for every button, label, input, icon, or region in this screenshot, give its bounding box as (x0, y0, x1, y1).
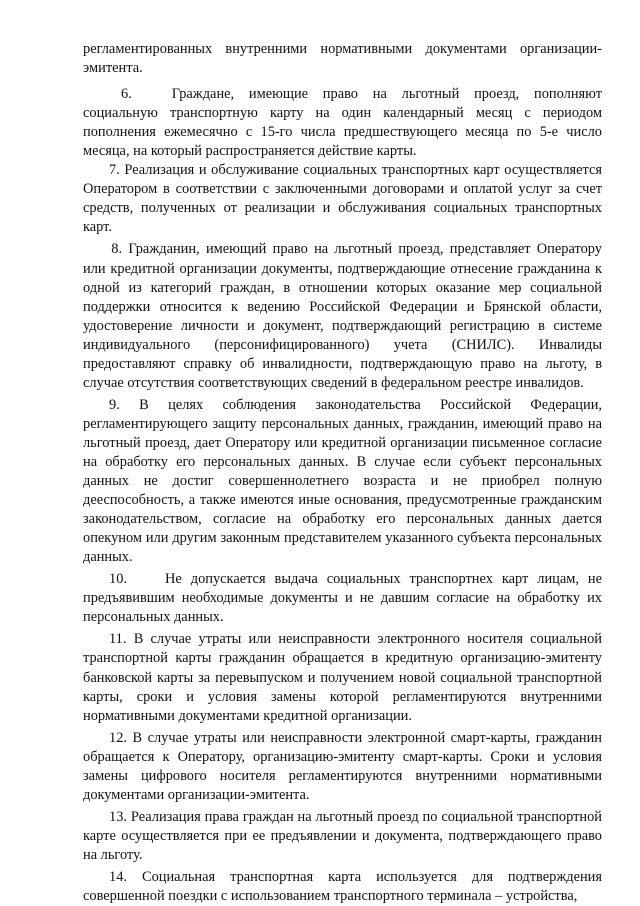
paragraph-text: В случае утраты или неисправности электронного носителя социальной транспортной карты гражданин обращается в кредитную организацию-эмитенту банковской карты за перевыпуском и получением новой социальной транспортной карты, сроки и условия замены которой регламентируются внутренними нормативными документами кредитной организации. (83, 631, 602, 724)
paragraph-9 (83, 396, 602, 567)
paragraph-number: 7. (109, 162, 120, 179)
paragraph-text: Реализация и обслуживание социальных транспортных карт осуществляется Оператором в соответствии с заключенными договорами и оплатой услуг за счет средств, полученных от реализации и обслуживания социальных транспортных карт. (83, 162, 602, 236)
paragraph-number: 9. (109, 396, 120, 413)
paragraph-text: регламентированных внутренними нормативными документами организации-эмитента. (83, 41, 602, 77)
paragraph-10 (83, 570, 602, 627)
paragraph-number: 8. (111, 241, 123, 258)
document-page (83, 40, 602, 906)
paragraph-14 (83, 868, 602, 906)
paragraph-text: В случае утраты или неисправности электронной смарт-карты, гражданин обращается к Оператору, организацию-эмитенту смарт-карты. Сроки и условия замены цифрового носителя регламентируются внутренними нормативными документами организации-эмитента. (83, 729, 602, 803)
paragraph-11 (83, 630, 602, 725)
paragraph-6 (83, 85, 602, 161)
paragraph-7 (83, 161, 602, 237)
paragraph-number: 14. (109, 868, 127, 885)
paragraph-number: 12. (109, 729, 127, 746)
paragraph-number: 10. (109, 571, 127, 588)
paragraph-text: Гражданин, имеющий право на льготный проезд, представляет Оператору или кредитной организации документы, подтверждающие отнесение гражданина к одной из категорий граждан, в отношении которых оказание мер социальной поддержки относится к ведению Российской Федерации и Брянской области, удостоверение личности и документ, подтверждающий регистрацию в системе индивидуального (персонифицированного) учета (СНИЛС). Инвалиды предоставляют справку об инвалидности, подтверждающую право на льготу, в случае отсутствия соответствующих сведений в федеральном реестре инвалидов. (83, 241, 602, 391)
paragraph-text: Социальная транспортная карта используется для подтверждения совершенной поездки с использованием транспортного терминала – устройства, (83, 868, 602, 905)
paragraph-text: В целях соблюдения законодательства Российской Федерации, регламентирующего защиту персональных данных, гражданин, имеющий право на льготный проезд, дает Оператору или кредитной организации письменное согласие на обработку его персональных данных. В случае если субъект персональных данных не достиг совершеннолетнего возраста и не приобрел полную дееспособность, а также имеются иные основания, предусмотренные гражданским законодательством, согласие на обработку его персональных данных дается опекуном или другим законным представителем указанного субъекта персональных данных. (83, 396, 602, 566)
paragraph-13 (83, 808, 602, 865)
paragraph-12 (83, 729, 602, 805)
paragraph-continuation (83, 40, 602, 78)
paragraph-number: 6. (121, 86, 132, 103)
paragraph-text: Реализация права граждан на льготный проезд по социальной транспортной карте осуществляется при ее предъявлении и документа, подтверждающего право на льготу. (83, 808, 602, 863)
paragraph-number: 13. (109, 808, 127, 825)
paragraph-text: Граждане, имеющие право на льготный проезд, пополняют социальную транспортную карту на один календарный месяц с периодом пополнения ежемесячно с 15-го числа предшествующего месяца по 5-е число месяца, на который распространяется действие карты. (83, 86, 602, 160)
paragraph-number: 11. (109, 631, 127, 648)
paragraph-text: Не допускается выдача социальных транспортнех карт лицам, не предъявившим необходимые документы и не давшим согласие на обработку их персональных данных. (83, 571, 602, 626)
paragraph-8 (83, 240, 602, 392)
